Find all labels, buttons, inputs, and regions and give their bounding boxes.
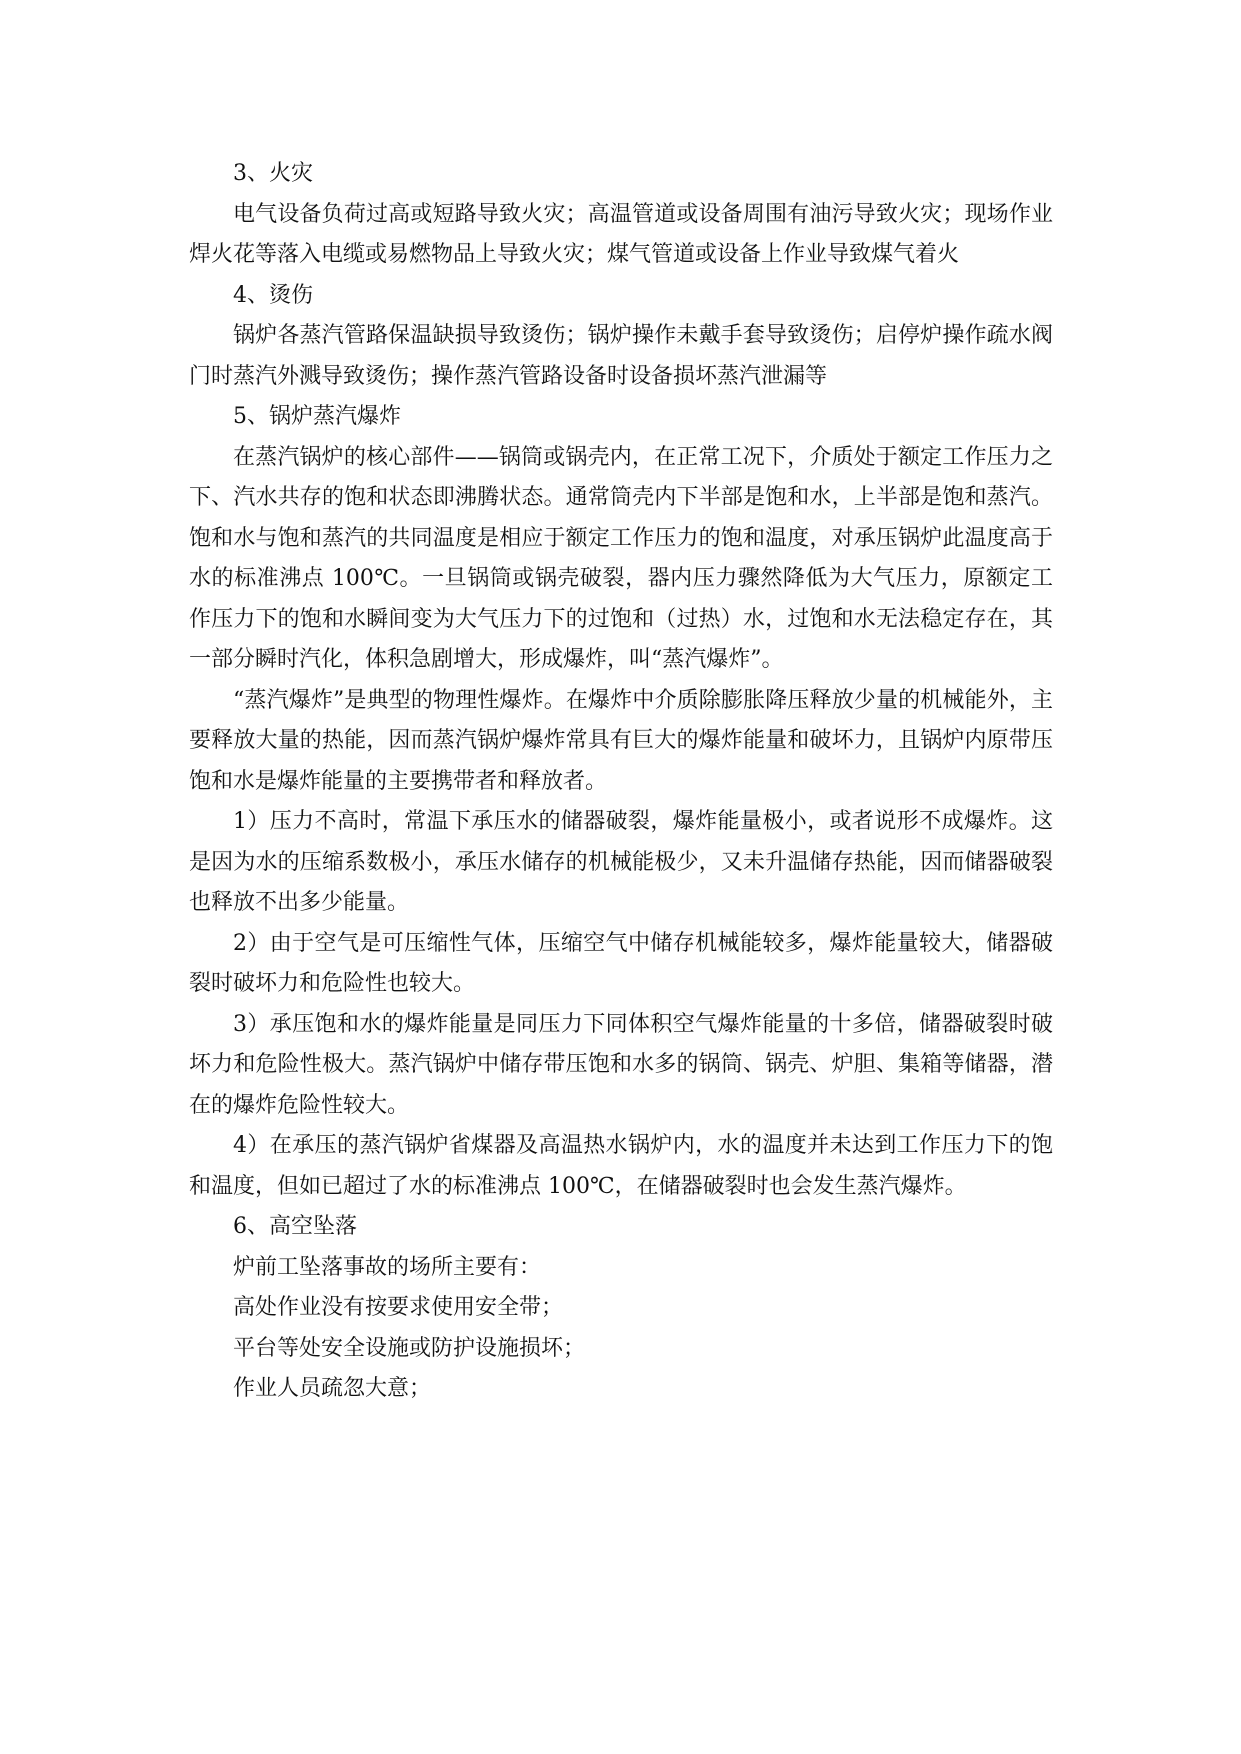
paragraph-point-1: 1）压力不高时，常温下承压水的储器破裂，爆炸能量极小，或者说形不成爆炸。这是因为水的压缩系数极小，承压水储存的机械能极少，又未升温储存热能，因而储器破裂也释放不出多少能量。 xyxy=(189,809,1053,915)
paragraph-fire: 电气设备负荷过高或短路导致火灾；高温管道或设备周围有油污导致火灾；现场作业焊火花等落入电缆或易燃物品上导致火灾；煤气管道或设备上作业导致煤气着火 xyxy=(189,201,1053,267)
section-heading-scald: 4、烫伤 xyxy=(233,282,313,308)
list-item-fall-2: 平台等处安全设施或防护设施损坏； xyxy=(233,1335,586,1361)
paragraph-steam-explosion-intro: 在蒸汽锅炉的核心部件——锅筒或锅壳内，在正常工况下，介质处于额定工作压力之下、汽水共存的饱和状态即沸腾状态。通常筒壳内下半部是饱和水，上半部是饱和蒸汽。饱和水与饱和蒸汽的共同温度是相应于额定工作压力的饱和温度，对承压锅炉此温度高于水的标准沸点 100℃。一旦锅筒或锅壳破裂，器内压力骤然降低为大气压力，原额定工作压力下的饱和水瞬间变为大气压力下的过饱和（过热）水，过饱和水无法稳定存在，其一部分瞬时汽化，体积急剧增大，形成爆炸，叫“蒸汽爆炸”。 xyxy=(189,444,1053,672)
paragraph-point-3: 3）承压饱和水的爆炸能量是同压力下同体积空气爆炸能量的十多倍，储器破裂时破坏力和危险性极大。蒸汽锅炉中储存带压饱和水多的锅筒、锅壳、炉胆、集箱等储器，潜在的爆炸危险性较大。 xyxy=(189,1011,1053,1118)
list-item-fall-3: 作业人员疏忽大意； xyxy=(233,1376,432,1401)
paragraph-scald: 锅炉各蒸汽管路保温缺损导致烫伤；锅炉操作未戴手套导致烫伤；启停炉操作疏水阀门时蒸汽外溅导致烫伤；操作蒸汽管路设备时设备损坏蒸汽泄漏等 xyxy=(189,323,1053,389)
section-heading-fire: 3、火灾 xyxy=(233,161,313,186)
list-item-fall-1: 高处作业没有按要求使用安全带； xyxy=(233,1295,564,1320)
document-body xyxy=(189,154,1053,1410)
paragraph-point-4: 4）在承压的蒸汽锅炉省煤器及高温热水锅炉内，水的温度并未达到工作压力下的饱和温度，但如已超过了水的标准沸点 100℃，在储器破裂时也会发生蒸汽爆炸。 xyxy=(189,1133,1053,1199)
section-heading-steam-explosion: 5、锅炉蒸汽爆炸 xyxy=(233,404,401,429)
paragraph-fall-intro: 炉前工坠落事故的场所主要有： xyxy=(233,1254,542,1280)
section-heading-fall: 6、高空坠落 xyxy=(233,1214,357,1239)
paragraph-point-2: 2）由于空气是可压缩性气体，压缩空气中储存机械能较多，爆炸能量较大，储器破裂时破坏力和危险性也较大。 xyxy=(189,930,1053,996)
paragraph-steam-explosion-physical: “蒸汽爆炸”是典型的物理性爆炸。在爆炸中介质除膨胀降压释放少量的机械能外，主要释放大量的热能，因而蒸汽锅炉爆炸常具有巨大的爆炸能量和破坏力，且锅炉内原带压饱和水是爆炸能量的主要携带者和释放者。 xyxy=(189,687,1053,794)
